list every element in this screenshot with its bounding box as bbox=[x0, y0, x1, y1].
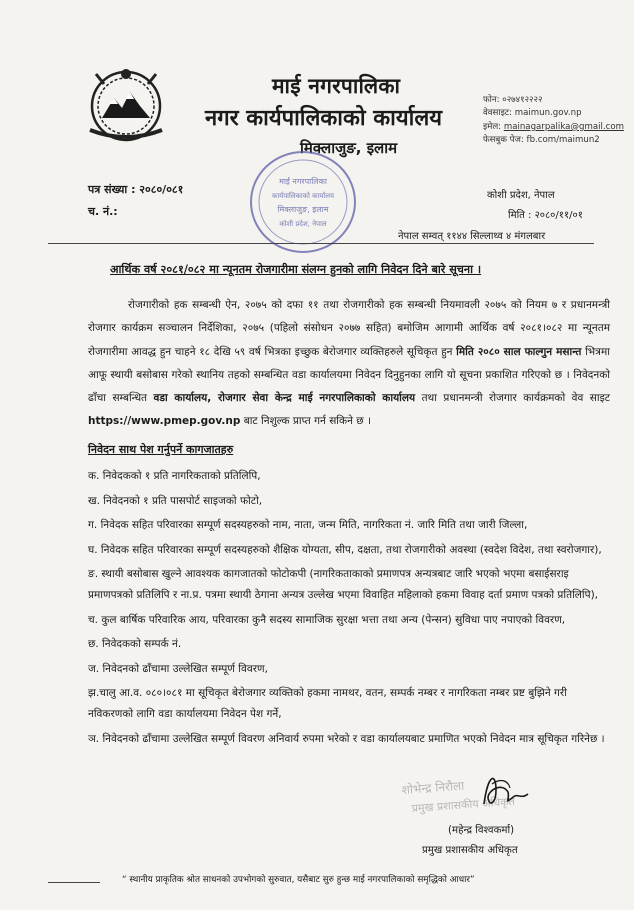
list-item: झ.चालु आ.व. ०८०।०८१ मा सूचिकृत बेरोजगार व्यक्तिको हकमा नामथर, वतन, सम्पर्क नम्बर र नागरिकता नम्बर प्रष्ट बुझिने गरी नविकरणको लागि वडा कार्यालयमा निवेदन पेश गर्ने, bbox=[88, 687, 567, 720]
svg-text:मिक्लाजुङ, इलाम: मिक्लाजुङ, इलाम bbox=[277, 205, 329, 214]
facebook-page[interactable]: फेसबुक पेज: fb.com/maimun2 bbox=[483, 135, 600, 146]
svg-text:कार्यपालिकाको कार्यालय: कार्यपालिकाको कार्यालय bbox=[271, 192, 335, 200]
letter-date: मिति : २०८०/११/०१ bbox=[508, 210, 583, 221]
svg-text:माई नगरपालिका: माई नगरपालिका bbox=[279, 177, 327, 186]
signatory-name: (महेन्द्र विश्वकर्मा) bbox=[448, 825, 515, 836]
footer-slogan: “ स्थानीय प्राकृतिक श्रोत साधनको उपभोगको सुरुवात, यसैबाट सुरु हुन्छ माई नगरपालिकाको समृद्धिको आधार” bbox=[122, 875, 475, 885]
list-item: ख. निवेदनको १ प्रति पासपोर्ट साइजको फोटो, bbox=[88, 494, 263, 507]
list-item: क. निवेदकको १ प्रति नागरिकताको प्रतिलिपि, bbox=[88, 470, 261, 482]
list-item: घ. निवेदक सहित परिवारका सम्पूर्ण सदस्यहरुको शैक्षिक योग्यता, सीप, दक्षता, तथा रोजगारीको अवस्था (स्वदेश विदेश, तथा स्वरोजगार), bbox=[88, 543, 602, 556]
reference-number: पत्र संख्या : २०८०/०८१ bbox=[88, 183, 184, 196]
svg-text:प्रमुख प्रशासकीय अधिकृत: प्रमुख प्रशासकीय अधिकृत bbox=[411, 794, 516, 815]
body-text-4: बाट निशुल्क प्राप्त गर्न सकिने छ । bbox=[243, 415, 371, 428]
nepal-samvat-date: नेपाल सम्वत् ११४४ सिल्लाथ्व ४ मंगलबार bbox=[398, 231, 546, 242]
documents-heading: निवेदन साथ पेश गर्नुपर्ने कागजातहरु bbox=[88, 443, 234, 456]
documents-list bbox=[88, 466, 610, 753]
office-location: मिक्लाजुङ, इलाम bbox=[300, 139, 398, 157]
list-item: ञ. निवेदनको ढाँचामा उल्लेखित सम्पूर्ण विवरण अनिवार्य रुपमा भरेको र वडा कार्यालयबाट प्रमाणित भएको निवेदन मात्र सूचिकृत गरिनेछ । bbox=[88, 732, 605, 745]
svg-text:कोशी प्रदेश, नेपाल: कोशी प्रदेश, नेपाल bbox=[279, 220, 327, 228]
list-item: ज. निवेदनको ढाँचामा उल्लेखित सम्पूर्ण विवरण, bbox=[88, 662, 268, 675]
nepal-government-emblem-icon bbox=[82, 64, 170, 144]
header-divider bbox=[48, 243, 594, 244]
email-link[interactable]: mainagarpalika@gmail.com bbox=[503, 121, 624, 132]
notice-subject: आर्थिक वर्ष २०८१/०८२ मा न्यूनतम रोजगारीमा संलग्न हुनको लागि निवेदन दिने बारे सूचना । bbox=[110, 263, 482, 276]
website-link[interactable]: https://www.pmep.gov.np bbox=[88, 415, 241, 428]
list-item: ग. निवेदक सहित परिवारका सम्पूर्ण सदस्यहरुको नाम, नाता, जन्म मिति, नागरिकता नं. जारि मिति तथा जारी जिल्ला, bbox=[88, 519, 528, 531]
body-text-2: भित्रमा आफू स्थायी बसोबास गरेको स्थानिय तहको सम्बन्धित वडा कार्यालयमा निवेदन दिनुहुनका लागि यो सूचना प्रकाशित गरिएको छ । निवेदनको ढाँचा सम्बन्धित bbox=[88, 345, 610, 405]
website[interactable]: वेवसाइट: maimun.gov.np bbox=[483, 108, 582, 119]
province: कोशी प्रदेश, नेपाल bbox=[487, 190, 555, 201]
contact-block bbox=[483, 94, 624, 148]
handwritten-signature bbox=[392, 764, 562, 824]
list-item: च. कुल बार्षिक परिवारिक आय, परिवारका कुनै सदस्य सामाजिक सुरक्षा भत्ता तथा अन्य (पेन्सन) सुविधा पाए नपाएको विवरण, bbox=[88, 613, 566, 626]
office-stamp bbox=[246, 146, 360, 258]
office-name: नगर कार्यपालिकाको कार्यालय bbox=[205, 106, 442, 131]
list-item: ङ. स्थायी बसोबास खुल्ने आवश्यक कागजातको फोटोकपी (नागरिकताकाको प्रमाणपत्र अन्यत्रबाट जारि भएको भएमा बसाईसराइ प्रमाणपत्रको प्रतिलिपि र ना.प्र. पत्रमा स्थायी ठेगाना अन्यत्र उल्लेख भएमा विवाहित महिलाको हकमा विवाह दर्ता प्रमाण पत्रको प्रतिलिपि), bbox=[88, 568, 599, 601]
phone-number: फोन: ०२७४१२२२२ bbox=[483, 95, 543, 105]
email-line bbox=[483, 121, 624, 134]
dispatch-number: च. नं.: bbox=[88, 205, 118, 218]
body-text-1: रोजगारीको हक सम्बन्धी ऐन, २०७५ को दफा ११ तथा रोजगारीको हक सम्बन्धी नियमावली २०७५ को नियम ७ र प्रधानमन्त्री रोजगार कार्यक्रम सञ्चालन निर्देशिका, २०७५ (पहिलो संसोधन २०७७ सहित) बमोजिम आगामी आर्थिक वर्ष २०८१।०८२ मा न्यूनतम रोजगारीमा आवद्ध हुन चाहने १८ देखि ५९ वर्ष भित्रका इच्छुक बेरोजगार व्यक्तिहरुले सूचिकृत हुन bbox=[88, 299, 610, 358]
deadline-text: मिति २०८० साल फाल्गुन मसान्त bbox=[456, 345, 582, 358]
footer-rule bbox=[48, 882, 100, 883]
email-label: इमेल: bbox=[483, 121, 502, 132]
svg-text:शोभेन्द्र निरौला: शोभेन्द्र निरौला bbox=[401, 778, 465, 797]
list-item: छ. निवेदकको सम्पर्क नं. bbox=[88, 638, 182, 650]
signatory-title: प्रमुख प्रशासकीय अधिकृत bbox=[422, 845, 518, 856]
offices-text: वडा कार्यालय, रोजगार सेवा केन्द्र माई नगरपालिकाको कार्यालय bbox=[153, 392, 416, 405]
notice-body bbox=[88, 294, 610, 434]
body-text-3: तथा प्रधानमन्त्री रोजगार कार्यक्रमको वेव साइट bbox=[421, 392, 611, 405]
municipality-name: माई नगरपालिका bbox=[272, 74, 401, 98]
